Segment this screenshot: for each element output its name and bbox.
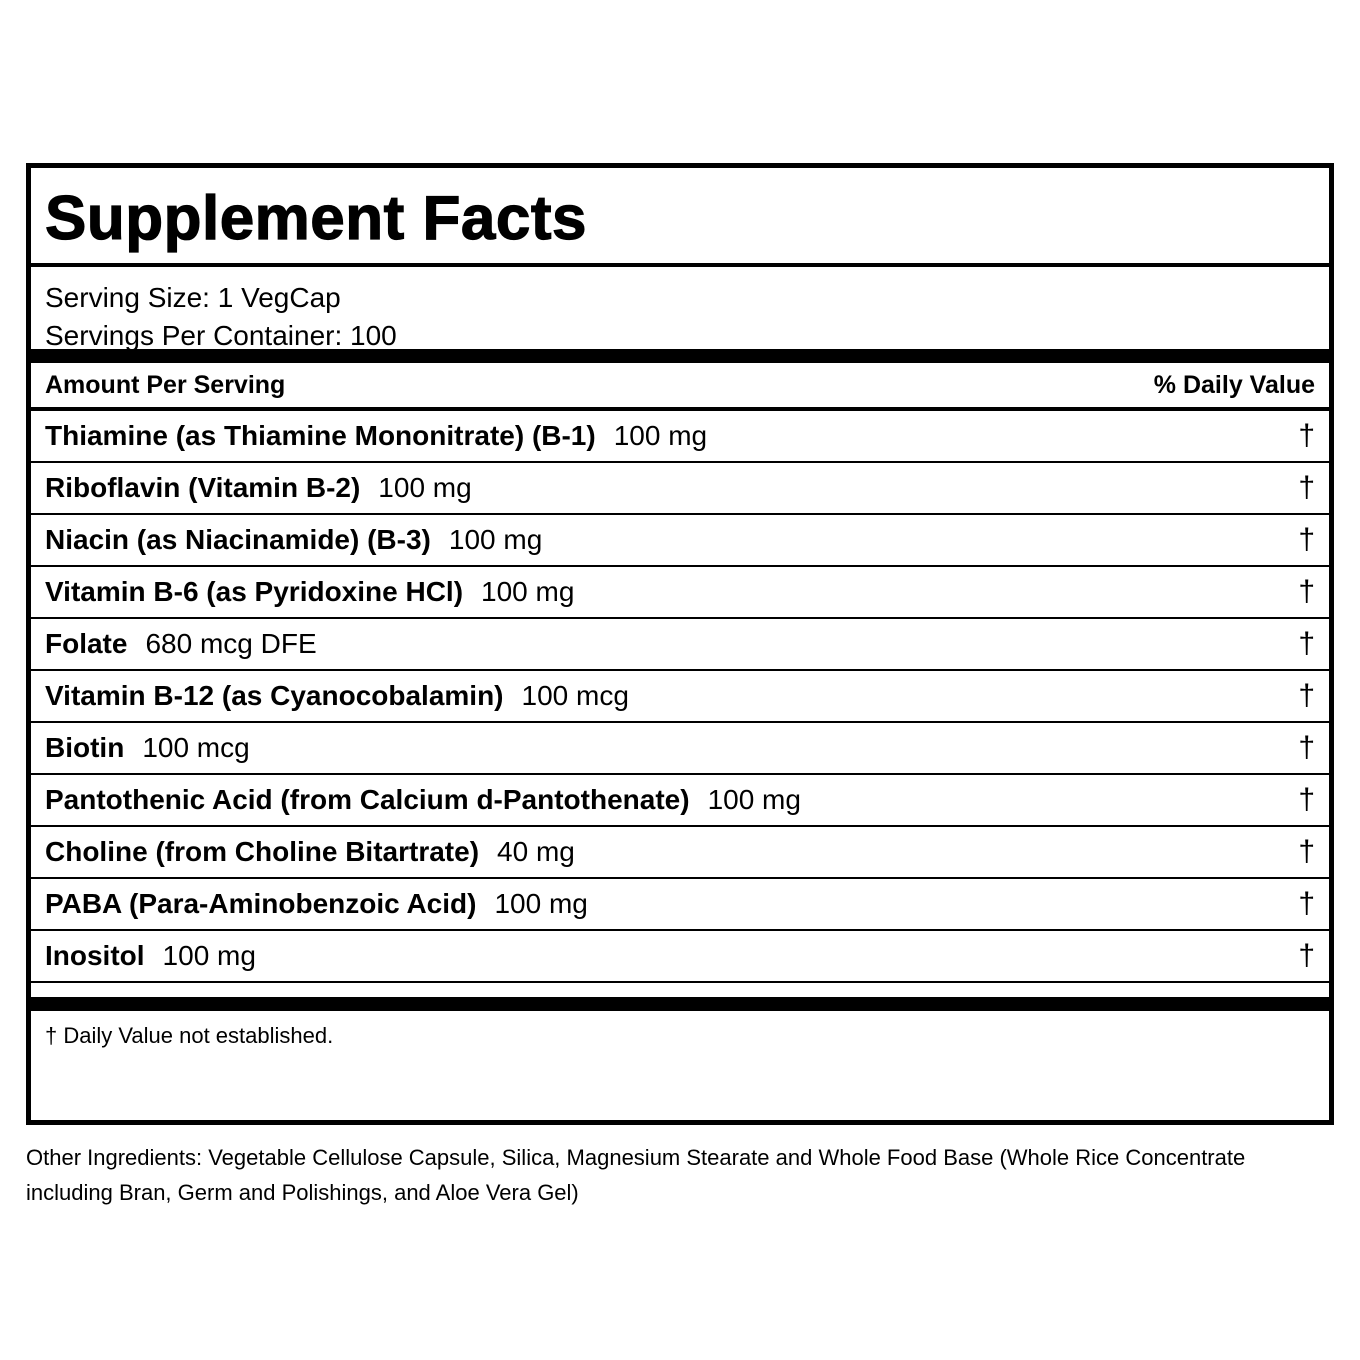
nutrient-row [31, 879, 1329, 931]
nutrient-row [31, 827, 1329, 879]
other-ingredients: Other Ingredients: Vegetable Cellulose Capsule, Silica, Magnesium Stearate and Whole Food Base (Whole Rice Concentrate including Bran, Germ and Polishings, and Aloe Vera Gel) [26, 1145, 1246, 1205]
nutrient-row [31, 567, 1329, 619]
nutrient-amount: 100 mg [707, 784, 801, 815]
nutrient-daily-value: † [1298, 783, 1315, 816]
nutrient-row [31, 619, 1329, 671]
nutrient-amount: 100 mg [162, 940, 256, 971]
thick-divider [31, 983, 1329, 1011]
nutrient-daily-value: † [1298, 471, 1315, 504]
nutrient-name: Vitamin B-6 (as Pyridoxine HCl) [45, 576, 464, 607]
title-row [31, 168, 1329, 267]
nutrient-daily-value: † [1298, 575, 1315, 608]
nutrient-row [31, 775, 1329, 827]
nutrient-amount: 100 mcg [521, 680, 629, 711]
nutrient-amount: 40 mg [497, 836, 575, 867]
nutrient-row [31, 411, 1329, 463]
nutrient-amount: 100 mg [378, 472, 472, 503]
daily-value-header: % Daily Value [1153, 370, 1315, 399]
nutrient-daily-value: † [1298, 627, 1315, 660]
nutrient-name: Pantothenic Acid (from Calcium d-Pantothenate) [45, 784, 690, 815]
amount-per-serving-header: Amount Per Serving [45, 370, 286, 399]
nutrient-row [31, 723, 1329, 775]
serving-size: Serving Size: 1 VegCap [45, 282, 341, 313]
nutrient-daily-value: † [1298, 887, 1315, 920]
servings-per-container: Servings Per Container: 100 [45, 320, 397, 351]
nutrient-amount: 680 mcg DFE [145, 628, 317, 659]
nutrient-name: PABA (Para-Aminobenzoic Acid) [45, 888, 477, 919]
nutrient-daily-value: † [1298, 523, 1315, 556]
nutrient-name: Folate [45, 628, 128, 659]
nutrient-amount: 100 mg [481, 576, 575, 607]
nutrient-amount: 100 mcg [142, 732, 250, 763]
nutrient-name: Choline (from Choline Bitartrate) [45, 836, 480, 867]
nutrient-row [31, 515, 1329, 567]
panel-title: Supplement Facts [45, 183, 587, 253]
supplement-facts-panel [26, 163, 1334, 1125]
nutrient-amount: 100 mg [448, 524, 543, 555]
nutrient-row [31, 671, 1329, 723]
nutrient-daily-value: † [1298, 731, 1315, 764]
nutrient-name: Inositol [45, 940, 145, 971]
serving-info [31, 267, 1329, 363]
nutrient-daily-value: † [1298, 679, 1315, 712]
nutrient-name: Biotin [45, 732, 125, 763]
column-header-row [31, 363, 1329, 411]
nutrient-name: Niacin (as Niacinamide) (B-3) [45, 524, 431, 555]
nutrient-row [31, 931, 1329, 983]
nutrient-row [31, 463, 1329, 515]
nutrient-amount: 100 mg [613, 420, 708, 451]
footnote: † Daily Value not established. [45, 1023, 334, 1048]
nutrient-daily-value: † [1298, 939, 1315, 972]
nutrient-name: Thiamine (as Thiamine Mononitrate) (B-1) [45, 420, 596, 451]
nutrient-daily-value: † [1298, 419, 1315, 452]
nutrient-list [31, 411, 1329, 983]
nutrient-name: Riboflavin (Vitamin B-2) [45, 472, 361, 503]
nutrient-name: Vitamin B-12 (as Cyanocobalamin) [45, 680, 504, 711]
nutrient-daily-value: † [1298, 835, 1315, 868]
nutrient-amount: 100 mg [494, 888, 588, 919]
